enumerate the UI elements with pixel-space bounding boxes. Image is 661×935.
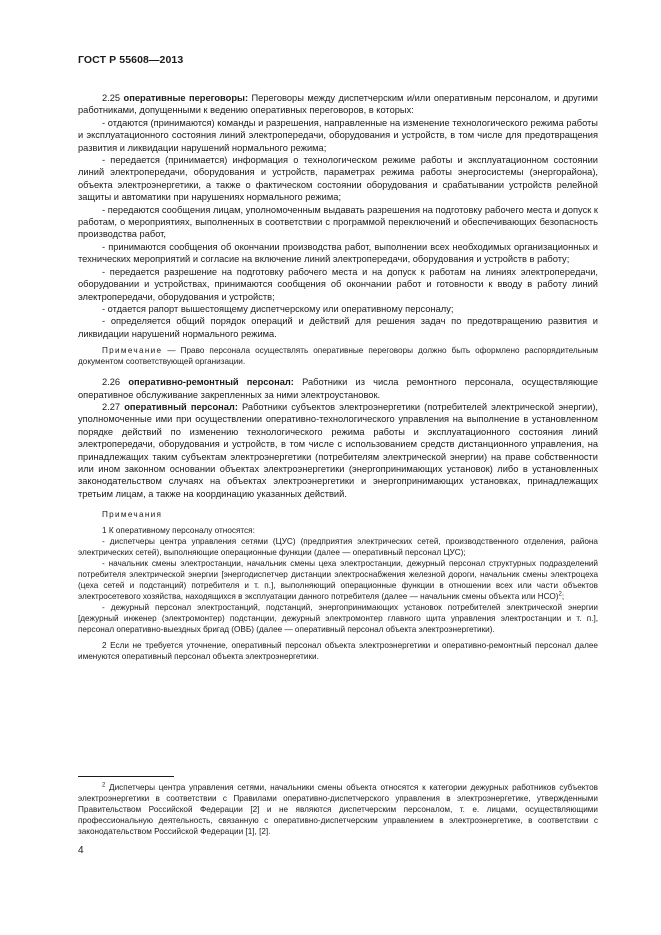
list-item: - отдается рапорт вышестоящему диспетчерскому или оперативному персоналу; <box>102 303 454 314</box>
footnote-mark: 2 <box>102 782 106 789</box>
footnote-divider <box>78 776 174 777</box>
clause-term: оперативные переговоры: <box>123 93 249 103</box>
note-list-item <box>78 558 598 602</box>
clause-note <box>78 345 598 367</box>
standard-header: ГОСТ Р 55608—2013 <box>78 54 184 66</box>
footnote-ref: 2 <box>558 591 562 598</box>
footnote <box>78 782 598 837</box>
list-item: - принимаются сообщения об окончании производства работ, выполнении всех необходимых организационных и технических мероприятий и согласие на включение линий электропередачи, оборудования и устройств в работу; <box>78 241 598 265</box>
clause-number: 2.27 <box>102 401 121 412</box>
footnote-text: Диспетчеры центра управления сетями, начальники смены объекта относятся к категории дежурных работников субъектов электроэнергетики в соответствии с Правилами оперативно-диспетчерского управления в электроэнергетике, утвержденными Правительством Российской Федерации [2] и не являются диспетчерским персоналом, т. е. лицами, осуществляющими профессиональную деятельность, связанную с оперативно-диспетчерским управлением в электроэнергетике, в соответствии с законодательством Российской Федерации [1], [2]. <box>78 783 598 836</box>
note-1-intro: 1 К оперативному персоналу относятся: <box>102 526 255 536</box>
clause-number: 2.25 <box>102 93 121 103</box>
list-item: - отдаются (принимаются) команды и разрешения, направленные на изменение технологического режима работы и эксплуатационного состояния линий электропередачи, оборудования и устройств, в том числе для предотвращения развития и ликвидации нарушений нормального режима; <box>78 117 598 153</box>
clause-number: 2.26 <box>102 377 121 388</box>
clause-2-25 <box>78 92 598 117</box>
clause-definition: Работники из числа ремонтного персонала, осуществляющие оперативное обслуживание закрепленных за ними электроустановок. <box>78 377 598 400</box>
clause-term: оперативно-ремонтный персонал: <box>128 377 294 388</box>
clause-definition: Работники субъектов электроэнергетики (потребителей электрической энергии), уполномоченные ими при осуществлении оперативно-технологического управления на выполнение в установленном порядке действий по изменению технологического режима работы и эксплуатационного состояния линий электропередачи, оборудования и устройств, в том числе с использованием средств дистанционного управления, на принадлежащих таким субъектам электроэнергетики (потребителям электрической энергии) на праве собственности или ином законном основании объектах электроэнергетики (энергопринимающих установок) либо в установленных законодательством случаях на объектах электроэнергетики и энергопринимающих установках, принадлежащих третьим лицам, а также на координацию указанных действий. <box>78 401 598 499</box>
notes-heading: Примечания <box>102 510 163 520</box>
clause-definition: Переговоры между диспетчерским и/или оперативным персоналом, и другими работниками, допущенными к ведению оперативных переговоров, в которых: <box>78 93 599 116</box>
list-item: - передается разрешение на подготовку рабочего места и на допуск к работам на линиях электропередачи, оборудовании и устройствах, принимаются сообщения об окончании работ и готовности к вводу в работу линий электропередачи, оборудования и устройств; <box>78 266 598 302</box>
list-item: - определяется общий порядок операций и действий для решения задач по предотвращению развития и ликвидации нарушений нормального режима. <box>78 316 598 339</box>
note-list-item: - диспетчеры центра управления сетями (ЦУС) (предприятия электрических сетей, производственного отделения, района электрических сетей), выполняющие операционные функции (далее — оперативный персонал ЦУС); <box>78 537 598 558</box>
page-number: 4 <box>78 845 84 856</box>
list-item: - передается (принимается) информация о технологическом режиме работы и эксплуатационном состоянии линий электропередачи, оборудования и устройств, параметрах режима работы энергосистемы (энергорайона), объекта электроэнергетики, а также о фактическом состоянии оборудования и срабатывании устройств релейной защиты и автоматики при нарушениях нормального режима; <box>78 155 598 203</box>
note-list-item: - дежурный персонал электростанций, подстанций, энергопринимающих установок потребителей электрической энергии [дежурный инженер (электромонтер) подстанции, дежурный электромонтер главного щита управления электростанции и т. п.], персонал оперативно-выездных бригад (ОВБ) (далее — оперативный персонал объекта электроэнергетики). <box>78 603 598 635</box>
list-item: - передаются сообщения лицам, уполномоченным выдавать разрешения на подготовку рабочего места и допуск к работам, о мероприятиях, выполненных в соответствии с программой переключений и обеспечивающих безопасность производства работ, <box>78 204 598 240</box>
clause-term: оперативный персонал: <box>124 401 238 412</box>
note-2: 2 Если не требуется уточнение, оперативный персонал объекта электроэнергетики и оперативно-ремонтный персонал далее именуются оперативный персонал объекта электроэнергетики. <box>78 641 598 662</box>
note-item-end: ; <box>561 592 565 602</box>
note-item-text: - начальник смены электростанции, начальник смены цеха электростанции, дежурный персонал структурных подразделений потребителя электрической энергии [энергодиспетчер дистанции электроснабжения железной дороги, начальник смены электроцеха (цеха сетей и подстанций) потребителя и т. п.], выполняющий операционные функции в отношении всех или части объектов электросетевого хозяйства, находящихся в эксплуатации данного потребителя (далее — начальник смены объекта или НСО) <box>78 559 598 602</box>
clause-2-26 <box>78 376 598 401</box>
page-content <box>78 92 598 662</box>
note-label: Примечание <box>102 346 163 356</box>
note-text: — Право персонала осуществлять оперативные переговоры должно быть оформлено распорядительным документом соответствующей организации. <box>78 346 598 367</box>
clause-2-27 <box>78 401 598 500</box>
